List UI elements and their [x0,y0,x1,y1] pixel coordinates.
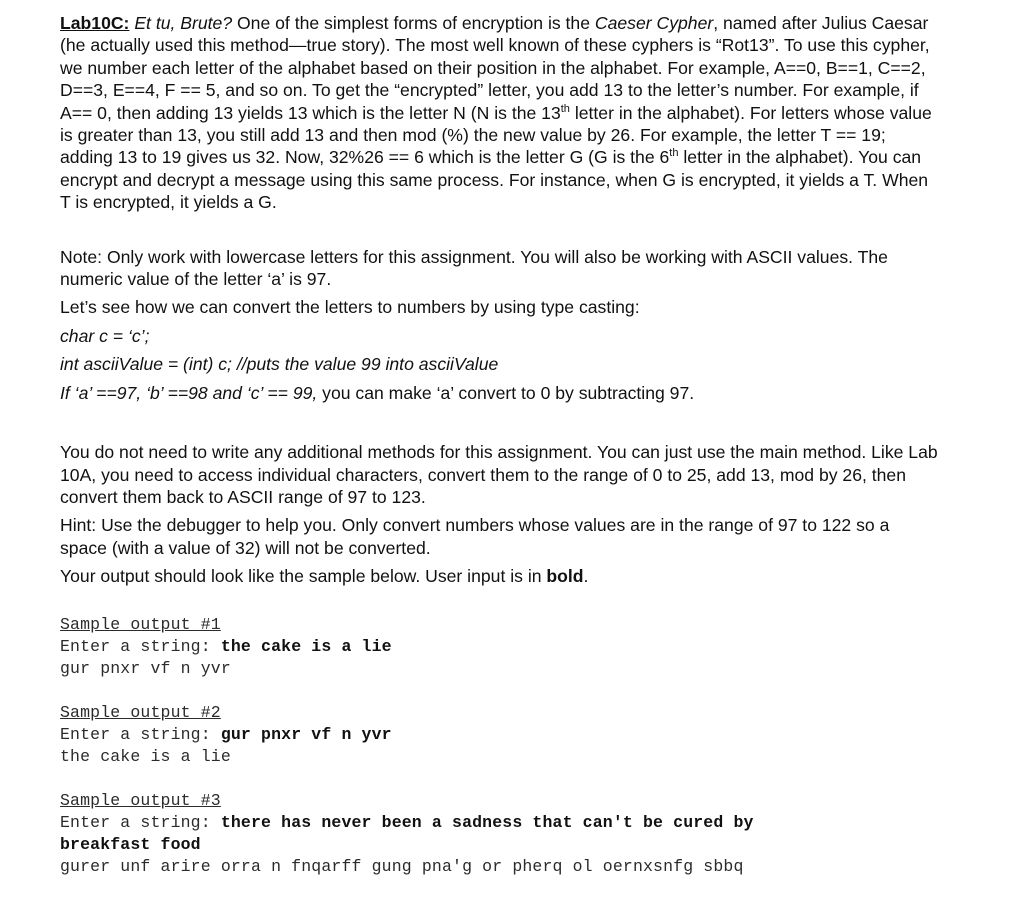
methods-paragraph: You do not need to write any additional methods for this assignment. You can just use the main method. Like Lab 10A, you need to access individual characters, convert them to the range of 0 to 25, add 13, mod by 26, then convert them back to ASCII range of 97 to 123. [60,442,938,507]
sample-result: the cake is a lie [60,746,231,766]
sample-prompt: Enter a string: [60,812,221,832]
casting-intro: Let’s see how we can convert the letters to numbers by using type casting: [60,297,640,318]
hint-paragraph: Hint: Use the debugger to help you. Only convert numbers whose values are in the range of 97 to 122 so a space (with a value of 32) will not be converted. [60,515,890,558]
code-if-italic: If ‘a’ ==97, ‘b’ ==98 and ‘c’ == 99, [60,382,318,403]
sample-prompt-line [60,636,940,658]
sample-output-3 [60,790,940,878]
intro-text-3: letter in the alphabet). For letters whose value is greater than 13, you still add 13 and then mod (%) the new value by 26. For example, the letter T == 19; adding 13 to 19 gives us 32. Now, 32%26 == 6 which is the letter G (G is the 6 [60,102,932,168]
output-lead: Your output should look like the sample below. User input is in [60,566,547,587]
sample-user-input: the cake is a lie [220,636,392,656]
sample-title: Sample output #1 [60,614,221,634]
lab-subtitle: Et tu, Brute? [134,13,233,33]
sample-user-input-2: breakfast food [60,834,201,854]
sample-output-1 [60,614,940,680]
sample-prompt: Enter a string: [60,636,221,656]
output-end: . [583,566,589,587]
sample-result: gur pnxr vf n yvr [60,658,231,678]
sample-title: Sample output #2 [60,702,221,722]
sample-prompt-line [60,812,940,834]
sample-title: Sample output #3 [60,790,221,810]
intro-text-1: One of the simplest forms of encryption is the [232,13,595,33]
sample-user-input: there has never been a sadness that can't be cured by [220,812,754,832]
lab-document [60,12,940,878]
superscript-th-1: th [560,102,570,115]
sample-result: gurer unf arire orra n fnqarff gung pna'g or pherq ol oernxsnfg sbbq [60,856,744,876]
intro-paragraph [60,12,940,214]
lab-id: Lab10C: [60,13,130,33]
code-line-int [60,353,940,375]
sample-input-continued [60,834,940,856]
output-instruction [60,565,940,587]
note-paragraph: Note: Only work with lowercase letters for this assignment. You will also be working with ASCII values. The numeric value of the letter ‘a’ is 97. [60,246,888,290]
sample-output-2 [60,702,940,768]
sample-prompt: Enter a string: [60,724,221,744]
code-line-if [60,382,940,404]
intro-text-4: letter in the alphabet). You can encrypt and decrypt a message using this same process. For instance, when G is encrypted, it yields a T. When T is encrypted, it yields a G. [60,147,929,213]
intro-text-2: , named after Julius Caesar (he actually used this method—true story). The most well known of these cyphers is “Rot13”. To use this cypher, we number each letter of the alphabet based on their position in the alphabet. For example, A==0, B==1, C==2, D==3, E==4, F == 5, and so on. To get the “encrypted” letter, you add 13 to the letter’s number. For example, if A== 0, then adding 13 yields 13 which is the letter N (N is the 13 [60,13,930,123]
sample-prompt-line [60,724,940,746]
code-line-char [60,325,940,347]
output-bold-word: bold [546,566,584,587]
sample-user-input: gur pnxr vf n yvr [220,724,392,744]
code-char-text: char c = ‘c’; [60,325,150,346]
code-if-rest: you can make ‘a’ convert to 0 by subtracting 97. [317,382,695,403]
cypher-name: Caeser Cypher [594,13,714,33]
superscript-th-2: th [669,147,679,160]
code-int-text: int asciiValue = (int) c; //puts the value 99 into asciiValue [60,354,499,375]
